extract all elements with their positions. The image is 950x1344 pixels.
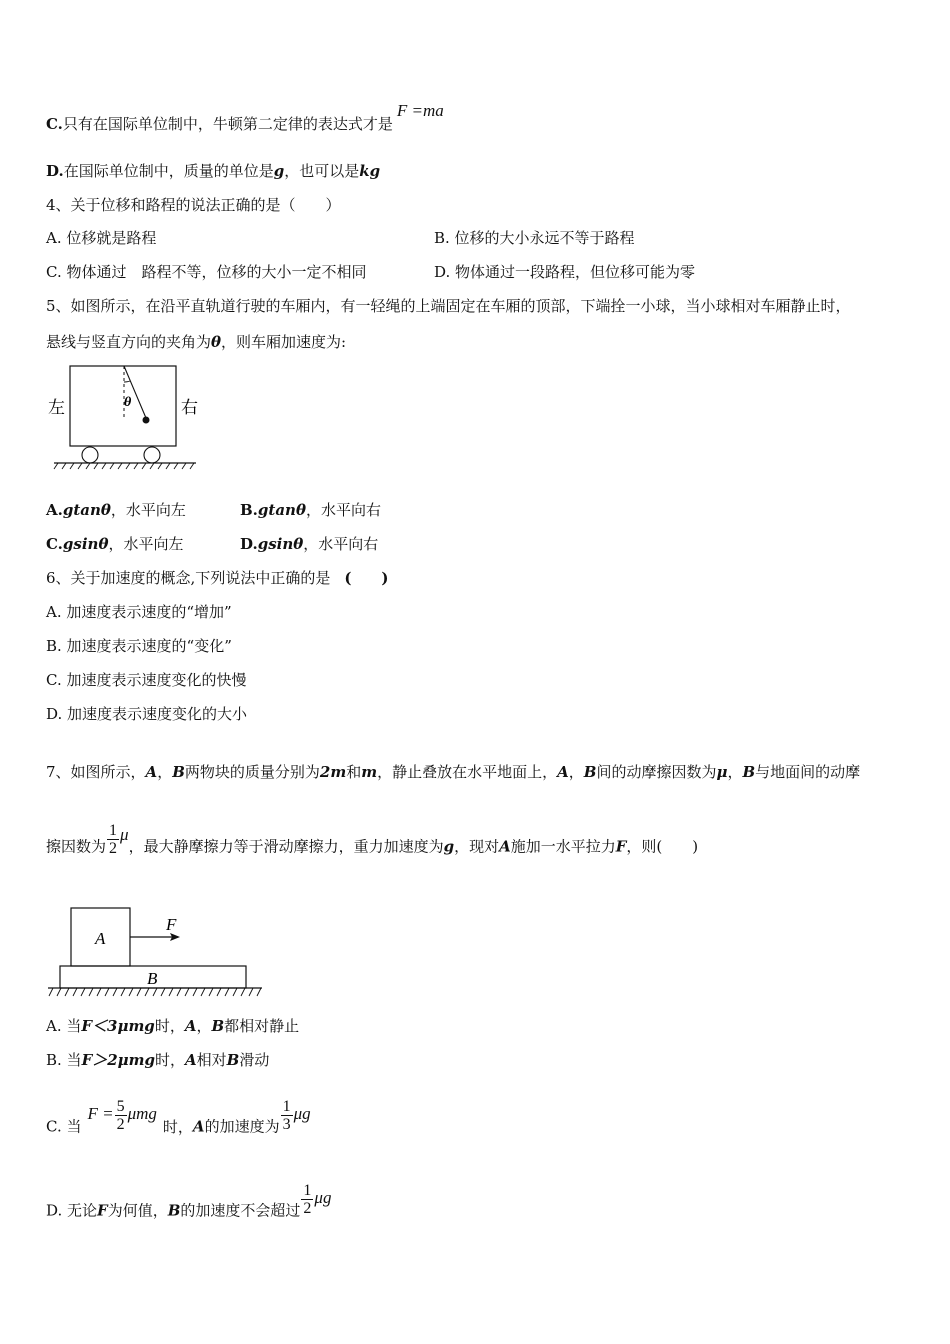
q6-option-d: D. 加速度表示速度变化的大小 <box>46 705 248 723</box>
fig-theta-label: θ <box>124 395 132 410</box>
q4-option-b: B. 位移的大小永远不等于路程 <box>434 229 635 247</box>
q3-option-c: C.只有在国际单位制中，牛顿第二定律的表达式才是F =ma <box>46 101 444 133</box>
q6-option-b: B. 加速度表示速度的“变化” <box>46 637 232 655</box>
fig-force-label: F <box>166 915 177 934</box>
string-line <box>124 366 146 418</box>
q4-option-d: D. 物体通过一段路程，但位移可能为零 <box>434 263 696 281</box>
ball <box>143 417 150 424</box>
fig-left-label: 左 <box>48 398 65 417</box>
q5-option-a: A.gtanθ，水平向左 <box>46 501 186 519</box>
fig-block-a-label: A <box>95 929 106 948</box>
q7-option-b: B. 当F＞2μmg时，A相对B滑动 <box>46 1051 270 1069</box>
fig-right-label: 右 <box>181 398 198 417</box>
q7-stem-line1: 7、如图所示，A，B两物块的质量分别为2m和m，静止叠放在水平地面上，A，B间的动摩擦因数为μ，B与地面间的动摩 <box>46 763 861 781</box>
q5-option-d: D.gsinθ，水平向右 <box>240 535 379 553</box>
q6-stem: 6、关于加速度的概念,下列说法中正确的是 ( ) <box>46 569 389 587</box>
q7-option-c: C. 当F = $\frac{5}{2}$ μmg时，A的加速度为 $\frac{1}{3}$ μg <box>46 1098 311 1136</box>
q5-option-b: B.gtanθ，水平向右 <box>240 501 381 519</box>
carriage-box <box>70 366 176 446</box>
q5-stem-line1: 5、如图所示，在沿平直轨道行驶的车厢内，有一轻绳的上端固定在车厢的顶部，下端拴一小球，当小球相对车厢静止时， <box>46 297 851 315</box>
q7-blocks-figure <box>44 904 269 1000</box>
q6-option-a: A. 加速度表示速度的“增加” <box>46 603 232 621</box>
angle-arc <box>124 381 130 382</box>
q4-option-a: A. 位移就是路程 <box>46 229 157 247</box>
q7-option-a: A. 当F＜3μmg时，A，B都相对静止 <box>46 1017 300 1035</box>
q7-stem-line2: 擦因数为 $\frac{1}{2}$ μ，最大静摩擦力等于滑动摩擦力，重力加速度为g，现对A施加一水平拉力F，则( ) <box>46 822 699 857</box>
q7-c-fraction-third: $\frac{1}{3}$ <box>282 1098 291 1133</box>
q4-stem: 4、关于位移和路程的说法正确的是（ ） <box>46 196 341 214</box>
q5-option-c: C.gsinθ，水平向左 <box>46 535 184 553</box>
q4-option-c: C. 物体通过 路程不等，位移的大小一定不相同 <box>46 263 367 281</box>
wheel-left <box>82 447 98 463</box>
fig-block-b-label: B <box>147 969 158 988</box>
wheel-right <box>144 447 160 463</box>
q7-fraction-half: $\frac{1}{2}$ <box>109 822 118 857</box>
ground-hatch <box>54 463 194 469</box>
q3-option-d: D.在国际单位制中，质量的单位是g，也可以是kg <box>46 162 381 180</box>
q5-carriage-figure <box>44 360 204 472</box>
q7-option-d: D. 无论F为何值，B的加速度不会超过 $\frac{1}{2}$ μg <box>46 1182 332 1220</box>
ground-hatch <box>49 988 261 996</box>
q7-d-fraction-half: $\frac{1}{2}$ <box>303 1182 312 1217</box>
q3-formula: F =ma <box>396 101 444 120</box>
q7-c-fraction-five-halves: $\frac{5}{2}$ <box>116 1098 125 1133</box>
q6-option-c: C. 加速度表示速度变化的快慢 <box>46 671 247 689</box>
q5-stem-line2: 悬线与竖直方向的夹角为θ，则车厢加速度为: <box>46 333 347 351</box>
